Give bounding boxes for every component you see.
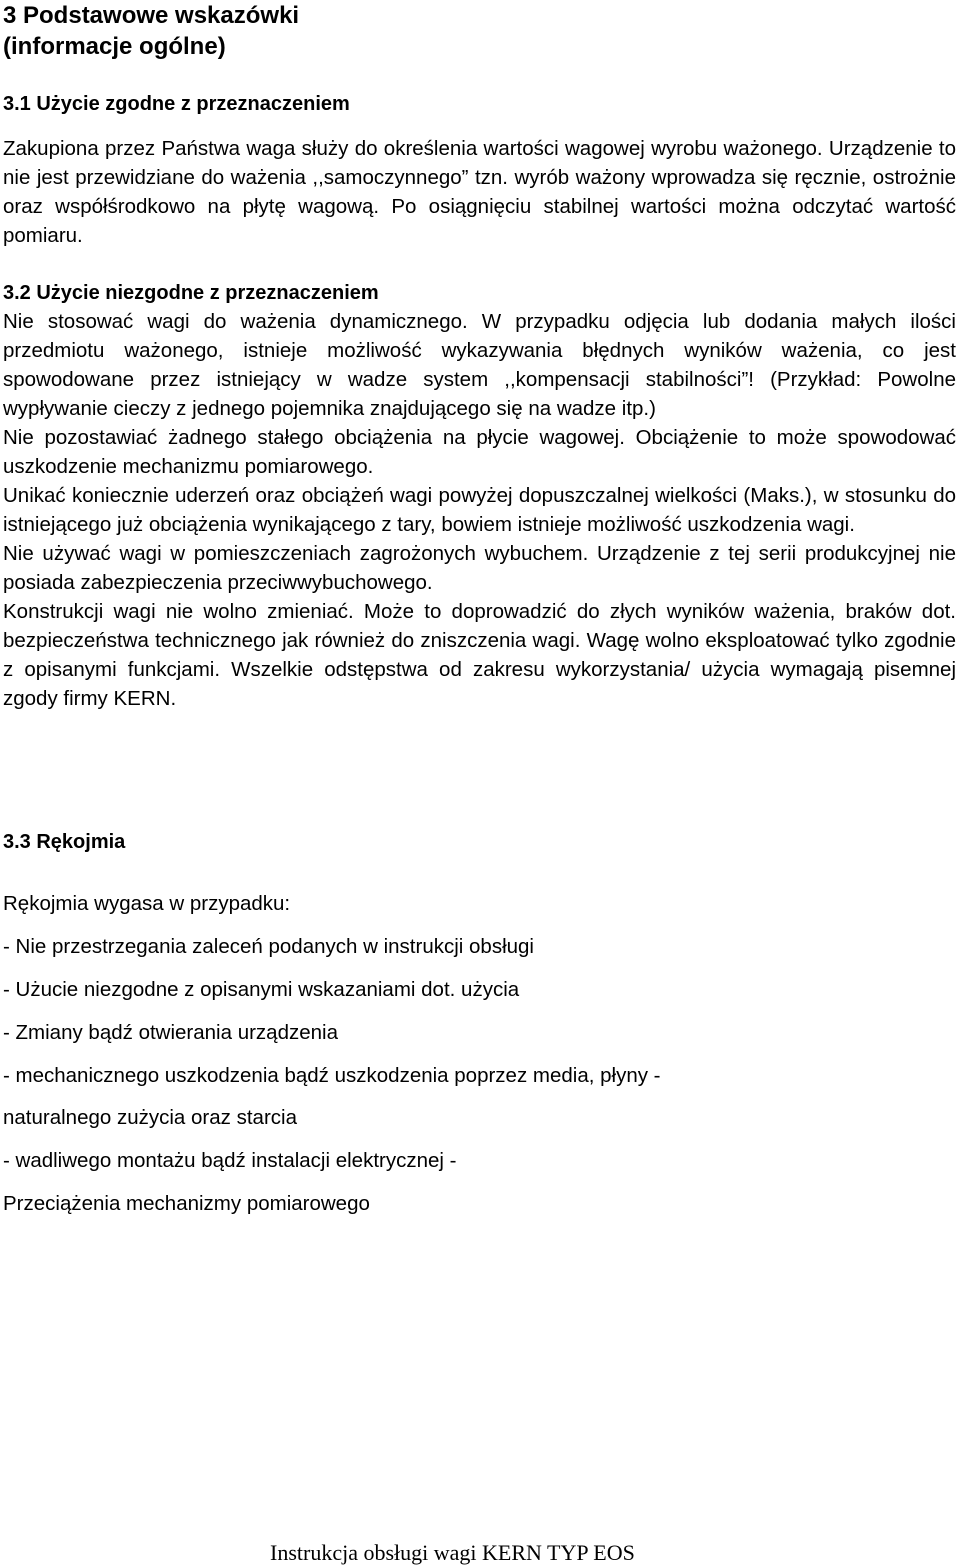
page-footer: Instrukcja obsługi wagi KERN TYP EOS	[270, 1540, 635, 1565]
warranty-item: naturalnego zużycia oraz starcia	[3, 1106, 297, 1129]
paragraph-3-2-item: Nie używać wagi w pomieszczeniach zagrożonych wybuchem. Urządzenie z tej serii produkcyjnej nie posiada zabezpieczenia przeciwwybuchowego.	[3, 542, 956, 594]
warranty-item: - Użucie niezgodne z opisanymi wskazaniami dot. użycia	[3, 978, 520, 1001]
warranty-item: - mechanicznego uszkodzenia bądź uszkodzenia poprzez media, płyny -	[3, 1064, 661, 1087]
warranty-intro: Rękojmia wygasa w przypadku:	[3, 892, 291, 915]
paragraph-3-2-item: Unikać koniecznie uderzeń oraz obciążeń wagi powyżej dopuszczalnej wielkości (Maks.), w stosunku do istniejącego już obciążenia wynikającego z tary, bowiem istnieje możliwość uszkodzenia wagi.	[3, 484, 956, 536]
warranty-item: - Zmiany bądź otwierania urządzenia	[3, 1021, 338, 1044]
paragraph-3-2	[3, 307, 956, 713]
heading-3-2: 3.2 Użycie niezgodne z przeznaczeniem	[3, 282, 379, 304]
paragraph-3-2-item: Nie stosować wagi do ważenia dynamicznego. W przypadku odjęcia lub dodania małych ilości przedmiotu ważonego, istnieje możliwość wykazywania błędnych wyników ważenia, co jest spowodowane przez istniejący w wadze system ,,kompensacji stabilności”! (Przykład: Powolne wypływanie cieczy z jednego pojemnika znajdującego się na wadze itp.)	[3, 310, 956, 420]
section-title-line-2: (informacje ogólne)	[3, 33, 226, 60]
warranty-item: Przeciążenia mechanizmy pomiarowego	[3, 1192, 370, 1215]
paragraph-3-1-text: Zakupiona przez Państwa waga służy do określenia wartości wagowej wyrobu ważonego. Urządzenie to nie jest przewidziane do ważenia ,,samoczynnego” tzn. wyrób ważony wprowadza się ręcznie, ostrożnie oraz współśrodkowo na płytę wagową. Po osiągnięciu stabilnej wartości można odczytać wartość pomiaru.	[3, 137, 956, 247]
warranty-item: - Nie przestrzegania zaleceń podanych w instrukcji obsługi	[3, 935, 534, 958]
heading-3-3: 3.3 Rękojmia	[3, 831, 126, 853]
section-title-line-1: 3 Podstawowe wskazówki	[3, 2, 300, 29]
paragraph-3-1	[3, 134, 956, 250]
warranty-item: - wadliwego montażu bądź instalacji elektrycznej -	[3, 1149, 457, 1172]
heading-3-1: 3.1 Użycie zgodne z przeznaczeniem	[3, 93, 350, 115]
section-title	[3, 0, 299, 62]
paragraph-3-2-item: Konstrukcji wagi nie wolno zmieniać. Może to doprowadzić do złych wyników ważenia, braków dot. bezpieczeństwa technicznego jak również do zniszczenia wagi. Wagę wolno eksploatować tylko zgodnie z opisanymi funkcjami. Wszelkie odstępstwa od zakresu wykorzystania/ użycia wymagają pisemnej zgody firmy KERN.	[3, 600, 956, 710]
paragraph-3-2-item: Nie pozostawiać żadnego stałego obciążenia na płycie wagowej. Obciążenie to może spowodować uszkodzenie mechanizmu pomiarowego.	[3, 426, 956, 478]
